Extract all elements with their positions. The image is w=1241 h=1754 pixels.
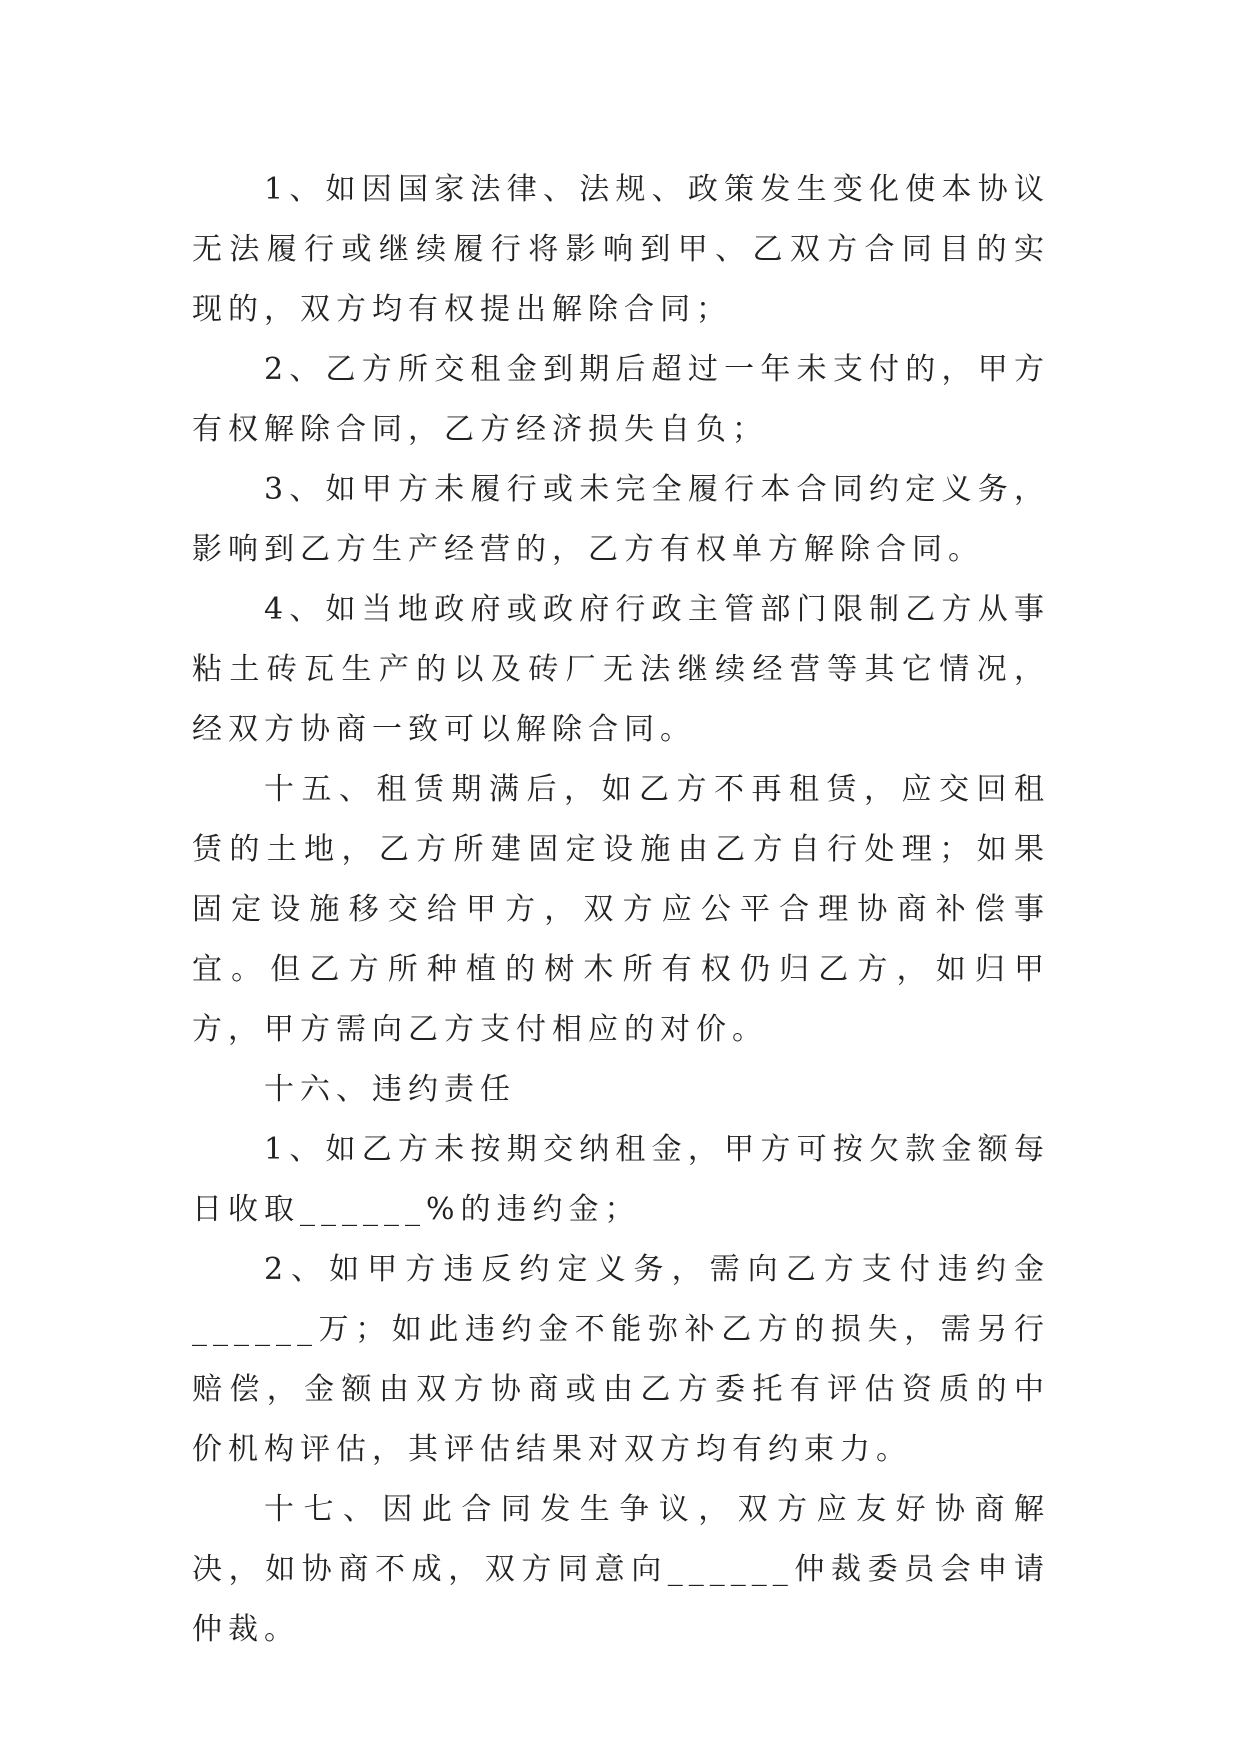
paragraph-clause-3: 3、如甲方未履行或未完全履行本合同约定义务，影响到乙方生产经营的，乙方有权单方解除合同。 xyxy=(192,472,1050,567)
paragraph-clause-1: 1、如因国家法律、法规、政策发生变化使本协议无法履行或继续履行将影响到甲、乙双方合同目的实现的，双方均有权提出解除合同； xyxy=(192,172,1050,327)
paragraph-section-17: 十七、因此合同发生争议，双方应友好协商解决，如协商不成，双方同意向______仲裁委员会申请仲裁。 xyxy=(192,1492,1050,1647)
paragraph-penalty-2: 2、如甲方违反约定义务，需向乙方支付违约金______万；如此违约金不能弥补乙方的损失，需另行赔偿，金额由双方协商或由乙方委托有评估资质的中价机构评估，其评估结果对双方均有约束力。 xyxy=(192,1252,1050,1467)
paragraph-section-15: 十五、租赁期满后，如乙方不再租赁，应交回租赁的土地，乙方所建固定设施由乙方自行处理；如果固定设施移交给甲方，双方应公平合理协商补偿事宜。但乙方所种植的树木所有权仍归乙方，如归甲方，甲方需向乙方支付相应的对价。 xyxy=(192,772,1050,1047)
section-heading-16: 十六、违约责任 xyxy=(264,1072,516,1107)
paragraph-clause-4: 4、如当地政府或政府行政主管部门限制乙方从事粘土砖瓦生产的以及砖厂无法继续经营等其它情况，经双方协商一致可以解除合同。 xyxy=(192,592,1050,747)
document-body xyxy=(192,160,1050,1660)
paragraph-clause-2: 2、乙方所交租金到期后超过一年未支付的，甲方有权解除合同，乙方经济损失自负； xyxy=(192,352,1050,447)
paragraph-penalty-1: 1、如乙方未按期交纳租金，甲方可按欠款金额每日收取______%的违约金； xyxy=(192,1132,1050,1227)
